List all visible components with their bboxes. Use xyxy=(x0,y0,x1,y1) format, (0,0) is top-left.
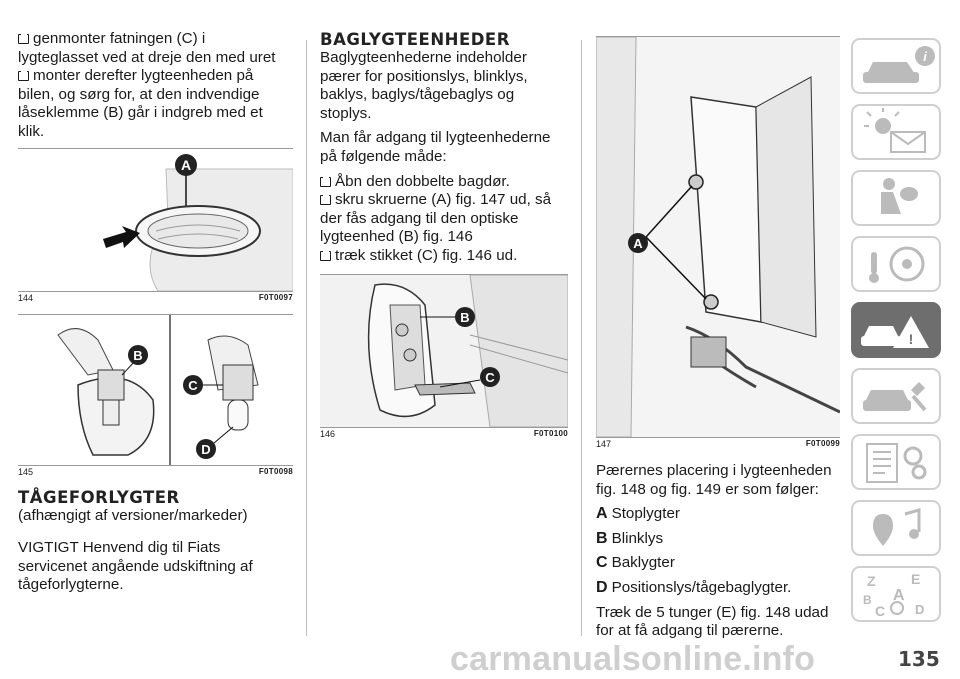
tab-lights-signals[interactable] xyxy=(851,104,941,160)
key-steering-wheel-icon xyxy=(853,238,941,290)
figure-caption: 146 F0T0100 xyxy=(320,428,568,439)
page-number: 135 xyxy=(898,647,940,671)
svg-text:A: A xyxy=(893,587,905,604)
callout-c: C xyxy=(188,377,198,393)
list-item: D Positionslys/tågebaglygter. xyxy=(596,578,792,596)
callout-a: A xyxy=(633,236,643,251)
callout-a: A xyxy=(180,156,192,173)
svg-text:i: i xyxy=(923,49,927,64)
tab-maintenance[interactable] xyxy=(851,368,941,424)
svg-text:D: D xyxy=(915,602,925,617)
airbag-person-icon xyxy=(853,172,941,224)
tab-start-drive[interactable] xyxy=(851,236,941,292)
figure-146 xyxy=(320,274,568,439)
callout-b: B xyxy=(460,309,470,325)
column-left xyxy=(18,30,293,595)
emergency-car-triangle-icon xyxy=(853,304,941,356)
figure-caption: 144 F0T0097 xyxy=(18,292,293,303)
important-note: VIGTIGT Henvend dig til Fiats servicenet angående udskiftning af tågeforlygterne. xyxy=(18,539,253,594)
car-wrench-icon xyxy=(853,370,941,422)
tab-index[interactable] xyxy=(851,566,941,622)
svg-text:Z: Z xyxy=(867,573,876,589)
list-item: B Blinklys xyxy=(596,529,664,547)
section-heading-fog-lights: TÅGEFORLYGTER xyxy=(18,487,180,507)
paragraph: Baglygteenhederne indeholder pærer for positionslys, blinklys, baklys, baglys/tågebaglys og stoplys. xyxy=(320,49,528,122)
figure-147 xyxy=(596,36,840,449)
bulb-holder-illustration xyxy=(18,315,293,465)
lamp-illustration xyxy=(18,149,293,291)
svg-text:E: E xyxy=(911,571,921,587)
tab-multimedia[interactable] xyxy=(851,500,941,556)
column-right xyxy=(596,30,840,641)
svg-text:!: ! xyxy=(908,331,914,347)
rear-lamp-screws-illustration xyxy=(596,37,840,437)
car-info-icon xyxy=(853,40,941,92)
figure-caption: 147 F0T0099 xyxy=(596,439,840,449)
paragraph: Pærernes placering i lygteenheden fig. 148 og fig. 149 er som følger: xyxy=(596,462,832,498)
rear-lamp-connector-illustration xyxy=(320,275,568,427)
specs-gears-icon xyxy=(853,436,941,488)
tab-emergency[interactable] xyxy=(851,302,941,358)
paragraph: Træk de 5 tunger (E) fig. 148 udad for at få adgang til pærerne. xyxy=(596,603,829,640)
bullet-icon xyxy=(18,34,29,44)
column-divider xyxy=(581,40,582,636)
paragraph: Man får adgang til lygteenhederne på følgende måde: xyxy=(320,129,551,165)
music-navigation-icon xyxy=(853,502,941,554)
column-middle xyxy=(320,30,568,439)
callout-c: C xyxy=(485,369,495,385)
bullet-list: Åbn den dobbelte bagdør. skru skruerne (A) fig. 147 ud, så der fås adgang til den optiske lygteenhed (B) fig. 146 træk stikket (C) fig. 146 ud. xyxy=(320,172,552,264)
bullet-icon xyxy=(320,195,331,205)
bullet-icon xyxy=(320,251,331,261)
list-item: C Baklygter xyxy=(596,554,675,572)
bulb-list xyxy=(596,505,840,597)
tab-car-info[interactable] xyxy=(851,38,941,94)
light-envelope-icon xyxy=(853,106,941,158)
tab-safety[interactable] xyxy=(851,170,941,226)
watermark: carmanualsonline.info xyxy=(450,640,816,678)
section-heading-rear-lights: BAGLYGTEENHEDER xyxy=(320,30,510,49)
bullet-icon xyxy=(18,71,29,81)
figure-caption: 145 F0T0098 xyxy=(18,466,293,477)
bullet-icon xyxy=(320,177,331,187)
svg-text:B: B xyxy=(863,593,872,607)
index-letters-icon xyxy=(853,568,941,620)
svg-text:C: C xyxy=(875,603,886,619)
version-note: (afhængigt af versioner/markeder) xyxy=(18,506,248,524)
figure-145 xyxy=(18,314,293,477)
list-item: A Stoplygter xyxy=(596,505,680,523)
figure-144 xyxy=(18,148,293,303)
callout-b: B xyxy=(133,347,143,363)
tab-technical-data[interactable] xyxy=(851,434,941,490)
callout-d: D xyxy=(201,441,211,457)
column-divider xyxy=(306,40,307,636)
instruction-paragraph: genmonter fatningen (C) i lygteglasset ved at dreje den med uret monter derefter lygteenheden på bilen, og sørg for, at den indvendige låseklemme (B) går i indgreb med et klik. xyxy=(18,30,276,140)
